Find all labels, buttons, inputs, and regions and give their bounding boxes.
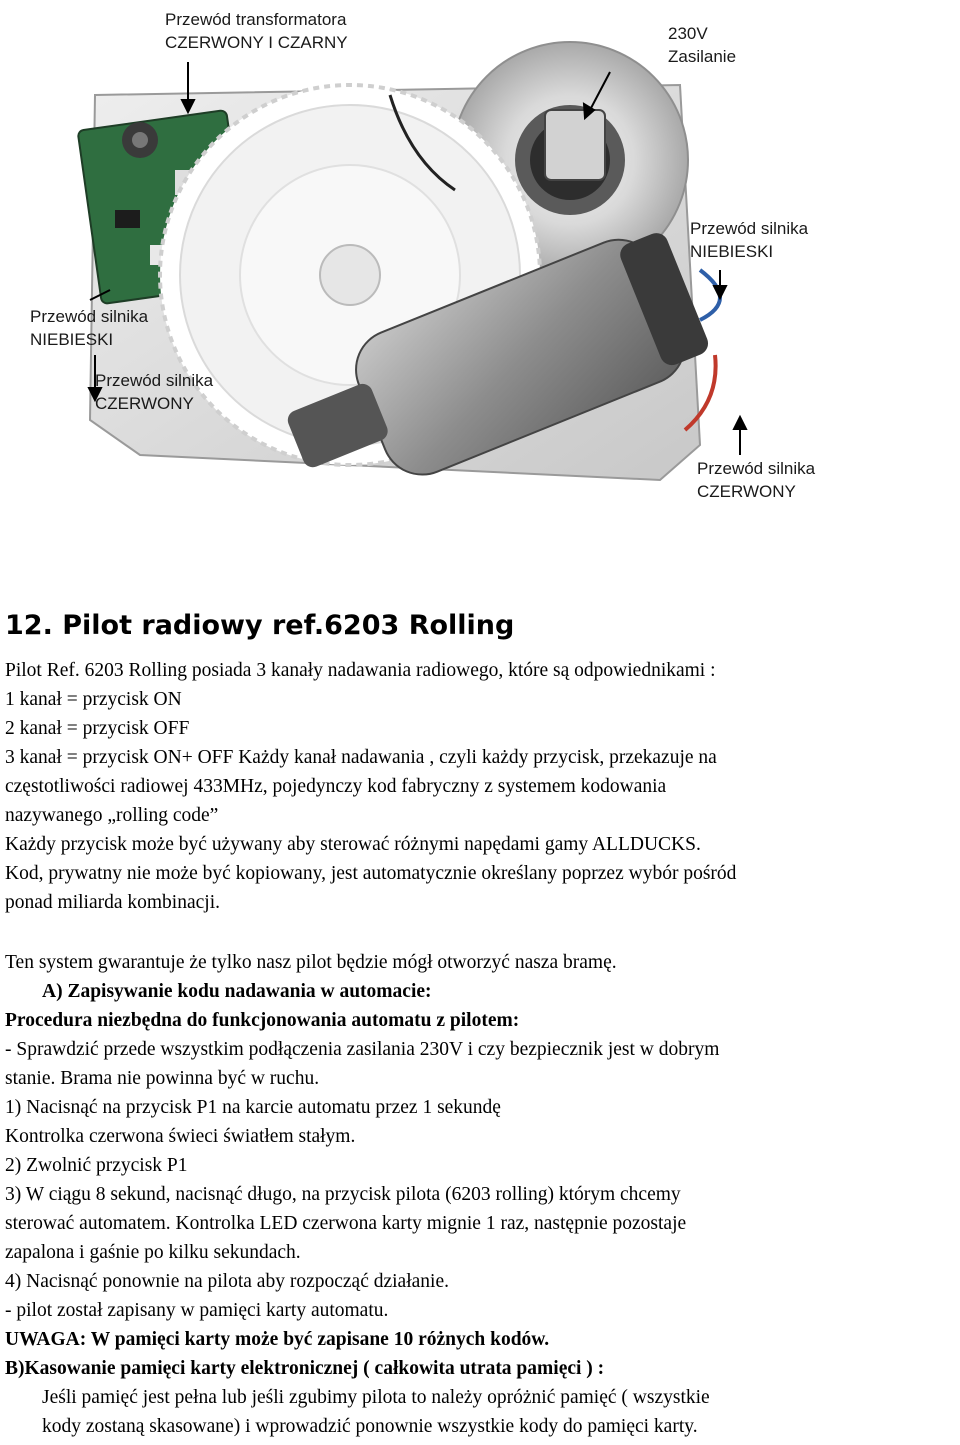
step-line: - Sprawdzić przede wszystkim podłączenia zasilania 230V i czy bezpiecznik jest w dobrym [5, 1039, 720, 1060]
step-line: stanie. Brama nie powinna być w ruchu. [5, 1068, 320, 1089]
device-illustration [0, 0, 960, 560]
step-line: 3) W ciągu 8 sekund, nacisnąć długo, na przycisk pilota (6203 rolling) którym chcemy [5, 1184, 681, 1205]
procedure-block [5, 948, 957, 1441]
wire-blue [700, 270, 720, 320]
label-power-supply: 230V Zasilanie [668, 24, 737, 66]
step-line: 4) Nacisnąć ponownie na pilota aby rozpocząć działanie. [5, 1271, 449, 1292]
step-line: Kontrolka czerwona świeci światłem stałym. [5, 1126, 356, 1147]
label-motor-wire-red-left: Przewód silnika CZERWONY [95, 371, 214, 413]
body-line: ponad miliarda kombinacji. [5, 892, 220, 913]
subheading-b: B)Kasowanie pamięci karty elektronicznej ( całkowita utrata pamięci ) : [5, 1358, 605, 1379]
step-line: - pilot został zapisany w pamięci karty automatu. [5, 1300, 389, 1321]
step-line: sterować automatem. Kontrolka LED czerwona karty mignie 1 raz, następnie pozostaje [5, 1213, 687, 1234]
label-motor-wire-red-right: Przewód silnika CZERWONY [697, 459, 816, 501]
body-line: częstotliwości radiowej 433MHz, pojedynczy kod fabryczny z systemem kodowania [5, 776, 667, 797]
label-motor-wire-blue-right: Przewód silnika NIEBIESKI [690, 219, 809, 261]
section-body [5, 656, 957, 917]
body-line: Pilot Ref. 6203 Rolling posiada 3 kanały nadawania radiowego, które są odpowiednikami : [5, 660, 716, 681]
guarantee-text: Ten system gwarantuje że tylko nasz pilot będzie mógł otworzyć nasza bramę. [5, 952, 617, 973]
body-line: Każdy przycisk może być używany aby sterować różnymi napędami gamy ALLDUCKS. [5, 834, 701, 855]
body-line: nazywanego „rolling code” [5, 805, 219, 826]
procedure-title: Procedura niezbędna do funkcjonowania automatu z pilotem: [5, 1010, 520, 1031]
warning-text: UWAGA: W pamięci karty może być zapisane 10 różnych kodów. [5, 1329, 550, 1350]
step-line: 2) Zwolnić przycisk P1 [5, 1155, 188, 1176]
section-title: 12. Pilot radiowy ref.6203 Rolling [5, 610, 515, 641]
body-line: Kod, prywatny nie może być kopiowany, jest automatycznie określany poprzez wybór pośród [5, 863, 737, 884]
label-transformer-wire: Przewód transformatora CZERWONY I CZARNY [165, 10, 348, 52]
body-line: 2 kanał = przycisk OFF [5, 718, 190, 739]
label-motor-wire-blue-left: Przewód silnika NIEBIESKI [30, 307, 149, 349]
erase-line: Jeśli pamięć jest pełna lub jeśli zgubimy pilota to należy opróżnić pamięć ( wszystkie [42, 1387, 710, 1408]
subheading-a: A) Zapisywanie kodu nadawania w automacie: [42, 981, 432, 1002]
erase-line: kody zostaną skasowane) i wprowadzić ponownie wszystkie kody do pamięci karty. [42, 1416, 698, 1437]
step-line: 1) Nacisnąć na przycisk P1 na karcie automatu przez 1 sekundę [5, 1097, 501, 1118]
body-line: 3 kanał = przycisk ON+ OFF Każdy kanał nadawania , czyli każdy przycisk, przekazuje na [5, 747, 717, 768]
device-photo [0, 0, 960, 560]
body-line: 1 kanał = przycisk ON [5, 689, 182, 710]
step-line: zapalona i gaśnie po kilku sekundach. [5, 1242, 301, 1263]
